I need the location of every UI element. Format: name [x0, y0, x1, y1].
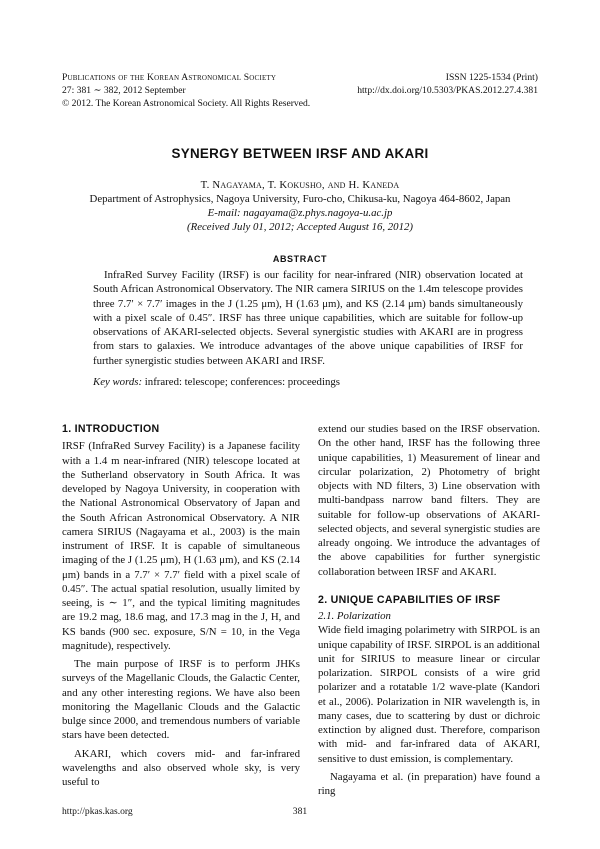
paragraph: Wide field imaging polarimetry with SIRPOL is an unique capability of IRSF. SIRPOL is an additional unit for SIRIUS to measure linear or circular polarization. SIRPOL consists of a wire grid polarizer and a rotatable 1/2 wave-plate (Kandori et al., 2006). Polarization in NIR wavelength is, in many cases, due to scattering by dust or dichroic extinction by aligned dust. Therefore, comparison with mid- and far-infrared data of AKARI, sensitive to dust emission, is complementary. — [318, 624, 540, 765]
journal-name: Publications of the Korean Astronomical Society — [62, 72, 277, 83]
paragraph: The main purpose of IRSF is to perform JHKs surveys of the Magellanic Clouds, the Galactic Center, and any other interesting regions. We have also been monitoring the Magellanic Clouds and the Galactic bulge since 2000, and tremendous numbers of variable stars have been detected. — [62, 658, 300, 742]
paragraph: Nagayama et al. (in preparation) have found a ring — [318, 770, 540, 797]
paragraph: AKARI, which covers mid- and far-infrared wavelengths and also observed whole sky, is very useful to — [62, 747, 300, 788]
keywords — [93, 376, 340, 388]
keywords-text: infrared: telescope; conferences: proceedings — [144, 376, 340, 388]
right-column — [318, 422, 540, 798]
running-header-left — [62, 71, 310, 110]
paragraph: extend our studies based on the IRSF observation. On the other hand, IRSF has the following three unique capabilities, 1) Measurement of linear and circular polarization, 2) Photometry of bright objects with ND filters, 3) Line observation with multi-bandpass narrow band filters. They are suitable for follow-up observations of AKARI-selected objects, and several synergistic studies are already ongoing. We introduce the advantages of the above capabilities for further synergistic collaboration between IRSF and AKARI. — [318, 423, 540, 578]
copyright-line: © 2012. The Korean Astronomical Society. All Rights Reserved. — [62, 98, 311, 109]
left-column — [62, 422, 300, 789]
issn: ISSN 1225-1534 (Print) — [445, 72, 538, 83]
section-heading-introduction: 1. INTRODUCTION — [62, 423, 160, 435]
doi-link[interactable]: http://dx.doi.org/10.5303/PKAS.2012.27.4.381 — [357, 85, 538, 96]
paragraph: IRSF (InfraRed Survey Facility) is a Japanese facility with a 1.4 m near-infrared (NIR) telescope located at the Sutherland observatory in South Africa. It was developed by Nagoya University, in cooperation with the National Astronomical Observatory of Japan and the South African Astronomical Observatory. A NIR camera SIRIUS (Nagayama et al., 2003) is the main instrument of IRSF. It is capable of simultaneous imaging of the J (1.25 μm), H (1.63 μm), and KS (2.14 μm) bands in a 7.7′ × 7.7′ field with a pixel scale of 0.45″. The actual spatial resolution, usually limited by seeing, is ∼ 1″, and the typical limiting magnitudes are 19.2 mag, 18.6 mag, and 17.3 mag in the J, H, and KS bands (900 sec. exposure, S/N = 10, in the Vega magnitude), respectively. — [62, 440, 300, 652]
footer-url[interactable]: http://pkas.kas.org — [62, 806, 133, 817]
abstract-text: InfraRed Survey Facility (IRSF) is our facility for near-infrared (NIR) observation located at South African Astronomical Observatory. The NIR camera SIRIUS on the 1.4m telescope provides three 7.7′ × 7.7′ images in the J (1.25 μm), H (1.63 μm), and KS (2.14 μm) bands simultaneously with a pixel scale of 0.45″. IRSF has three unique capabilities, which are suitable for follow-up observations of AKARI-selected objects. Several synergistic studies with AKARI are in progress from stars to galaxies. We introduce advantages of the above unique capabilities of IRSF for further synergistic studies between AKARI and IRSF. — [93, 269, 523, 367]
affiliation: Department of Astrophysics, Nagoya University, Furo-cho, Chikusa-ku, Nagoya 464-8602, Japan — [89, 193, 511, 205]
subsection-heading-polarization: 2.1. Polarization — [318, 610, 391, 622]
email[interactable]: E-mail: nagayama@z.phys.nagoya-u.ac.jp — [207, 207, 393, 219]
author-list: T. Nagayama, T. Kokusho, and H. Kaneda — [200, 179, 400, 191]
keywords-label: Key words: — [93, 376, 143, 388]
abstract-heading: ABSTRACT — [272, 254, 328, 264]
volume-line: 27: 381 ∼ 382, 2012 September — [62, 85, 186, 96]
page-number: 381 — [292, 806, 308, 817]
received-dates: (Received July 01, 2012; Accepted August 16, 2012) — [187, 221, 413, 233]
section-heading-unique-capabilities: 2. UNIQUE CAPABILITIES OF IRSF — [318, 593, 501, 606]
paper-title: SYNERGY BETWEEN IRSF AND AKARI — [171, 146, 429, 161]
running-header-right — [357, 71, 538, 97]
